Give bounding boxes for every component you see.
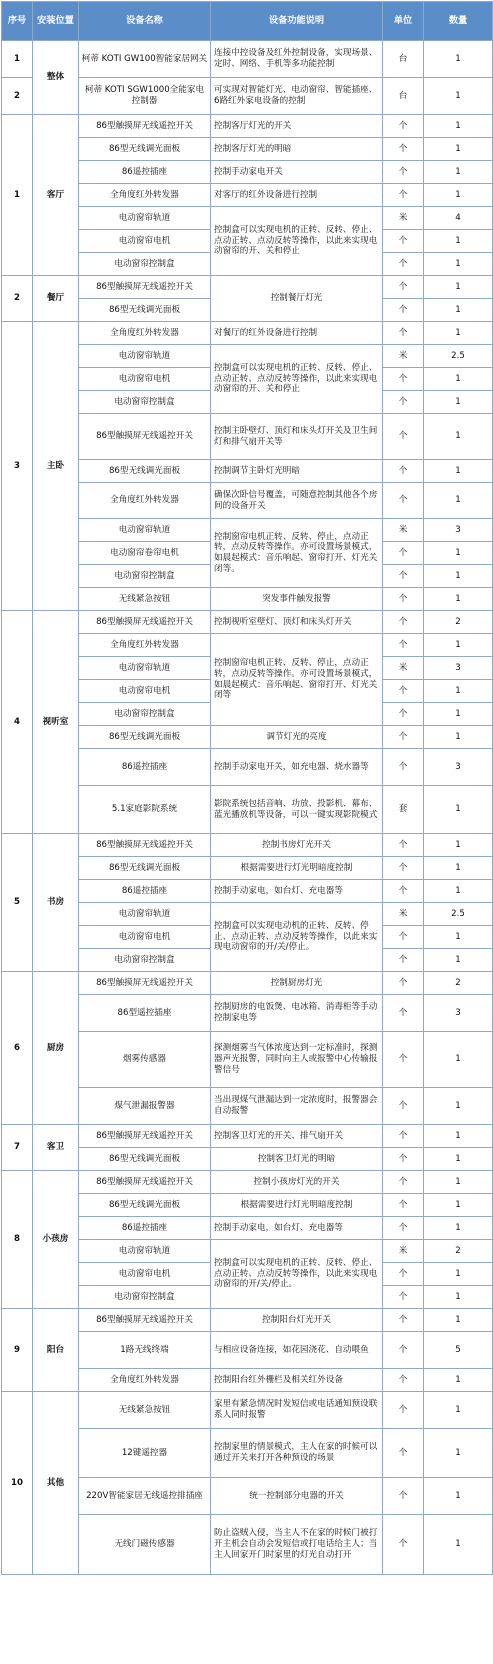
device-unit: 个 (383, 483, 424, 519)
row-location: 客卫 (33, 1125, 79, 1171)
device-qty: 1 (424, 1171, 493, 1194)
table-row (2, 276, 493, 299)
device-qty: 1 (424, 1217, 493, 1240)
row-location: 小孩房 (33, 1171, 79, 1309)
device-name: 86遥控插座 (79, 880, 211, 903)
device-function: 控制餐厅灯光 (211, 276, 383, 322)
device-qty: 1 (424, 368, 493, 391)
device-unit: 个 (383, 1148, 424, 1171)
row-location: 餐厅 (33, 276, 79, 322)
row-location: 阳台 (33, 1309, 79, 1392)
device-qty: 1 (424, 1309, 493, 1332)
device-unit: 个 (383, 1263, 424, 1286)
row-no: 5 (2, 834, 33, 972)
device-function: 控制手动家电开关，如充电器、烧水器等 (211, 749, 383, 786)
device-function: 控制阳台灯光开关 (211, 1309, 383, 1332)
device-qty: 1 (424, 542, 493, 565)
device-function: 控制手动家电，如台灯、充电器等 (211, 880, 383, 903)
device-name: 86型触摸屏无线遥控开关 (79, 972, 211, 995)
row-no: 1 (2, 115, 33, 276)
device-name: 电动窗帘控制盒 (79, 1286, 211, 1309)
device-qty: 1 (424, 1088, 493, 1125)
device-function: 控制厨房灯光 (211, 972, 383, 995)
device-name: 电动窗帘轨道 (79, 519, 211, 542)
device-qty: 3 (424, 657, 493, 680)
device-unit: 个 (383, 1032, 424, 1088)
device-unit: 个 (383, 230, 424, 253)
device-qty: 1 (424, 391, 493, 414)
row-location: 客厅 (33, 115, 79, 276)
row-no: 8 (2, 1171, 33, 1309)
table-row (2, 611, 493, 634)
device-name: 86型无线调光面板 (79, 1148, 211, 1171)
device-qty: 1 (424, 565, 493, 588)
device-function: 连接中控设备及红外控制设备，实现场景、定时、网络、手机等多功能控制 (211, 41, 383, 78)
device-function: 控制厨房的电饭煲、电冰箱、消毒柜等手动控制家电等 (211, 995, 383, 1032)
device-unit: 个 (383, 1125, 424, 1148)
device-unit: 个 (383, 1286, 424, 1309)
device-function: 控制窗帘电机正转、反转、停止，点动正转，点动反转等操作。亦可设置场景模式，如晨起模式：音乐响起、窗帘打开、灯光关闭等 (211, 634, 383, 726)
device-unit: 米 (383, 345, 424, 368)
device-unit: 米 (383, 207, 424, 230)
row-no: 6 (2, 972, 33, 1125)
device-name: 86型无线调光面板 (79, 299, 211, 322)
device-qty: 4 (424, 207, 493, 230)
device-qty: 1 (424, 834, 493, 857)
device-qty: 1 (424, 880, 493, 903)
device-name: 电动窗帘电机 (79, 926, 211, 949)
device-qty: 1 (424, 1515, 493, 1575)
device-qty: 1 (424, 926, 493, 949)
device-function: 控制书房灯光开关 (211, 834, 383, 857)
device-unit: 个 (383, 161, 424, 184)
device-name: 全角度红外转发器 (79, 634, 211, 657)
device-qty: 5 (424, 1332, 493, 1369)
device-unit: 套 (383, 786, 424, 834)
device-qty: 1 (424, 299, 493, 322)
device-name: 全角度红外转发器 (79, 322, 211, 345)
device-qty: 1 (424, 276, 493, 299)
device-name: 无线紧急按钮 (79, 588, 211, 611)
device-name: 电动窗帘电机 (79, 230, 211, 253)
device-unit: 个 (383, 949, 424, 972)
device-function: 控制手动家电，如台灯、充电器等 (211, 1217, 383, 1240)
header-no: 序号 (2, 2, 33, 41)
device-name: 电动窗帘电机 (79, 368, 211, 391)
device-function: 可实现对智能灯光、电动窗帘、智能插座、6路红外家电设备的控制 (211, 78, 383, 115)
device-name: 全角度红外转发器 (79, 483, 211, 519)
device-unit: 个 (383, 1088, 424, 1125)
device-qty: 1 (424, 786, 493, 834)
device-unit: 个 (383, 926, 424, 949)
device-qty: 1 (424, 322, 493, 345)
device-name: 电动窗帘轨道 (79, 657, 211, 680)
device-function: 对客厅的红外设备进行控制 (211, 184, 383, 207)
device-function: 当出现煤气泄漏达到一定浓度时，报警器会自动报警 (211, 1088, 383, 1125)
device-function: 控制客厅灯光的开关 (211, 115, 383, 138)
device-function: 控制阳台红外栅栏及相关红外设备 (211, 1369, 383, 1392)
device-name: 86型无线调光面板 (79, 857, 211, 880)
device-qty: 1 (424, 1032, 493, 1088)
row-no: 7 (2, 1125, 33, 1171)
device-unit: 米 (383, 1240, 424, 1263)
row-no: 9 (2, 1309, 33, 1392)
device-unit: 个 (383, 749, 424, 786)
device-function: 确保次卧信号覆盖，可随意控制其他各个房间的设备开关 (211, 483, 383, 519)
device-qty: 2 (424, 611, 493, 634)
device-qty: 1 (424, 253, 493, 276)
device-name: 全角度红外转发器 (79, 184, 211, 207)
device-qty: 1 (424, 703, 493, 726)
row-no: 2 (2, 276, 33, 322)
device-qty: 1 (424, 184, 493, 207)
device-function: 控制客厅灯光的明暗 (211, 138, 383, 161)
device-qty: 1 (424, 1369, 493, 1392)
device-qty: 2 (424, 1240, 493, 1263)
device-name: 电动窗帘电机 (79, 1263, 211, 1286)
device-function: 控制小孩房灯光的开关 (211, 1171, 383, 1194)
device-name: 无线紧急按钮 (79, 1392, 211, 1429)
device-unit: 个 (383, 368, 424, 391)
table-row (2, 41, 493, 78)
device-name: 电动窗帘控制盒 (79, 949, 211, 972)
device-unit: 个 (383, 680, 424, 703)
device-name: 86遥控插座 (79, 749, 211, 786)
device-function: 防止盗贼入侵，当主人不在家的时候门被打开主机会自动会发短信或打电话给主人；当主人回家开门时家里的灯光自动打开 (211, 1515, 383, 1575)
device-name: 86型无线调光面板 (79, 460, 211, 483)
device-unit: 个 (383, 460, 424, 483)
device-name: 86型触摸屏无线遥控开关 (79, 414, 211, 460)
device-qty: 1 (424, 949, 493, 972)
device-name: 86型触摸屏无线遥控开关 (79, 1309, 211, 1332)
device-unit: 个 (383, 1392, 424, 1429)
device-name: 全角度红外转发器 (79, 1369, 211, 1392)
device-unit: 台 (383, 41, 424, 78)
device-qty: 1 (424, 414, 493, 460)
device-function: 与相应设备连接，如花园浇花、自动喂鱼 (211, 1332, 383, 1369)
device-unit: 个 (383, 565, 424, 588)
device-function: 控制视听室壁灯、顶灯和床头灯开关 (211, 611, 383, 634)
header-qty: 数量 (424, 2, 493, 41)
device-qty: 2 (424, 972, 493, 995)
device-qty: 1 (424, 483, 493, 519)
device-name: 烟雾传感器 (79, 1032, 211, 1088)
device-qty: 1 (424, 161, 493, 184)
device-qty: 1 (424, 1148, 493, 1171)
table-row (2, 834, 493, 857)
device-unit: 个 (383, 1332, 424, 1369)
device-function: 控制手动家电开关 (211, 161, 383, 184)
device-qty: 3 (424, 749, 493, 786)
equipment-table (1, 1, 493, 1575)
device-function: 家里有紧急情况时发短信或电话通知预设联系人同时报警 (211, 1392, 383, 1429)
device-name: 柯蒂 KOTI GW100智能家居网关 (79, 41, 211, 78)
device-qty: 2.5 (424, 903, 493, 926)
row-no: 2 (2, 78, 33, 115)
table-row (2, 115, 493, 138)
device-function: 控制盒可以实现电动机的正转、反转、停止、点动正转、点动反转等操作，以此来实现电动窗帘的开/关/停止。 (211, 903, 383, 972)
device-name: 86型触摸屏无线遥控开关 (79, 276, 211, 299)
table-row (2, 1171, 493, 1194)
device-name: 86型触摸屏无线遥控开关 (79, 611, 211, 634)
device-unit: 个 (383, 972, 424, 995)
device-name: 电动窗帘轨道 (79, 345, 211, 368)
device-unit: 个 (383, 276, 424, 299)
device-name: 86型遥控插座 (79, 995, 211, 1032)
device-unit: 个 (383, 1369, 424, 1392)
device-qty: 1 (424, 634, 493, 657)
device-unit: 个 (383, 1217, 424, 1240)
device-unit: 个 (383, 1309, 424, 1332)
device-unit: 个 (383, 995, 424, 1032)
device-unit: 个 (383, 299, 424, 322)
device-unit: 米 (383, 519, 424, 542)
device-qty: 3 (424, 995, 493, 1032)
device-unit: 个 (383, 138, 424, 161)
device-unit: 个 (383, 322, 424, 345)
device-unit: 个 (383, 115, 424, 138)
row-no: 1 (2, 41, 33, 78)
device-qty: 1 (424, 41, 493, 78)
row-location: 主卧 (33, 322, 79, 611)
table-row (2, 1392, 493, 1429)
device-function: 控制客卫灯光的明暗 (211, 1148, 383, 1171)
device-qty: 1 (424, 115, 493, 138)
device-qty: 1 (424, 1286, 493, 1309)
device-qty: 1 (424, 680, 493, 703)
device-qty: 1 (424, 1392, 493, 1429)
device-unit: 个 (383, 703, 424, 726)
device-name: 电动窗帘控制盒 (79, 565, 211, 588)
device-function: 控制盒可以实现电机的正转、反转、停止、点动正转、点动反转等操作，以此来实现电动窗帘的开/关/停止。 (211, 1240, 383, 1309)
device-qty: 1 (424, 726, 493, 749)
device-unit: 米 (383, 903, 424, 926)
device-qty: 1 (424, 1478, 493, 1515)
row-location: 整体 (33, 41, 79, 115)
device-name: 柯蒂 KOTI SGW1000全能家电控制器 (79, 78, 211, 115)
device-name: 86型无线调光面板 (79, 726, 211, 749)
device-name: 86型触摸屏无线遥控开关 (79, 1125, 211, 1148)
device-function: 调节灯光的亮度 (211, 726, 383, 749)
header-row (2, 2, 493, 41)
device-function: 突发事件触发报警 (211, 588, 383, 611)
device-function: 控制客卫灯光的开关、排气扇开关 (211, 1125, 383, 1148)
device-function: 对餐厅的红外设备进行控制 (211, 322, 383, 345)
device-unit: 米 (383, 657, 424, 680)
device-name: 86遥控插座 (79, 1217, 211, 1240)
device-name: 5.1家庭影院系统 (79, 786, 211, 834)
table-row (2, 1309, 493, 1332)
device-unit: 个 (383, 611, 424, 634)
row-location: 书房 (33, 834, 79, 972)
device-unit: 台 (383, 78, 424, 115)
device-qty: 1 (424, 1194, 493, 1217)
device-qty: 1 (424, 78, 493, 115)
device-function: 控制盒可以实现电机的正转、反转、停止、点动正转、点动反转等操作，以此来实现电动窗帘的开、关和停止 (211, 207, 383, 276)
device-name: 1路无线终端 (79, 1332, 211, 1369)
device-function: 根据需要进行灯光明暗度控制 (211, 1194, 383, 1217)
device-unit: 个 (383, 542, 424, 565)
device-unit: 个 (383, 1478, 424, 1515)
row-location: 视听室 (33, 611, 79, 834)
device-function: 控制家里的情景模式，主人在家的时候可以通过开关来打开各种预设的场景 (211, 1429, 383, 1478)
device-qty: 1 (424, 230, 493, 253)
device-name: 电动窗帘轨道 (79, 1240, 211, 1263)
row-no: 3 (2, 322, 33, 611)
row-no: 4 (2, 611, 33, 834)
device-qty: 1 (424, 138, 493, 161)
device-name: 86型触摸屏无线遥控开关 (79, 834, 211, 857)
device-function: 探测烟雾当气体浓度达到一定标准时，探测器声光报警，同时向主人或报警中心传输报警信号 (211, 1032, 383, 1088)
device-qty: 1 (424, 857, 493, 880)
table-row (2, 972, 493, 995)
row-location: 厨房 (33, 972, 79, 1125)
device-name: 电动窗帘电机 (79, 680, 211, 703)
header-unit: 单位 (383, 2, 424, 41)
device-unit: 个 (383, 588, 424, 611)
device-name: 12键遥控器 (79, 1429, 211, 1478)
device-function: 控制窗帘电机正转、反转、停止，点动正转，点动反转等操作。亦可设置场景模式，如晨起模式：音乐响起、窗帘打开、灯光关闭等。 (211, 519, 383, 588)
device-unit: 个 (383, 414, 424, 460)
device-name: 电动窗帘卷帘电机 (79, 542, 211, 565)
device-name: 86型无线调光面板 (79, 138, 211, 161)
device-name: 电动窗帘轨道 (79, 207, 211, 230)
table-row (2, 322, 493, 345)
device-qty: 1 (424, 1429, 493, 1478)
device-name: 86型触摸屏无线遥控开关 (79, 115, 211, 138)
row-location: 其他 (33, 1392, 79, 1575)
device-qty: 2.5 (424, 345, 493, 368)
row-no: 10 (2, 1392, 33, 1575)
device-unit: 个 (383, 857, 424, 880)
device-name: 220V智能家居无线遥控排插座 (79, 1478, 211, 1515)
device-unit: 个 (383, 253, 424, 276)
device-name: 电动窗帘轨道 (79, 903, 211, 926)
device-unit: 个 (383, 184, 424, 207)
device-unit: 个 (383, 391, 424, 414)
device-unit: 个 (383, 1194, 424, 1217)
device-function: 控制调节主卧灯光明暗 (211, 460, 383, 483)
device-unit: 个 (383, 1429, 424, 1478)
device-function: 统一控制部分电器的开关 (211, 1478, 383, 1515)
device-function: 根据需要进行灯光明暗度控制 (211, 857, 383, 880)
device-unit: 个 (383, 1171, 424, 1194)
device-unit: 个 (383, 634, 424, 657)
header-function: 设备功能说明 (211, 2, 383, 41)
device-unit: 个 (383, 1515, 424, 1575)
device-name: 电动窗帘控制盒 (79, 253, 211, 276)
device-unit: 个 (383, 726, 424, 749)
device-unit: 个 (383, 834, 424, 857)
table-row (2, 1125, 493, 1148)
device-function: 控制主卧壁灯、顶灯和床头灯开关及卫生间灯和排气扇开关等 (211, 414, 383, 460)
device-qty: 1 (424, 460, 493, 483)
header-device-name: 设备名称 (79, 2, 211, 41)
device-name: 86遥控插座 (79, 161, 211, 184)
header-location: 安装位置 (33, 2, 79, 41)
device-name: 86型触摸屏无线遥控开关 (79, 1171, 211, 1194)
device-qty: 3 (424, 519, 493, 542)
device-name: 煤气泄漏报警器 (79, 1088, 211, 1125)
device-function: 影院系统包括音响、功放、投影机、幕布、蓝光播放机等设备，可以一键实现影院模式 (211, 786, 383, 834)
device-name: 86型无线调光面板 (79, 1194, 211, 1217)
device-name: 无线门磁传感器 (79, 1515, 211, 1575)
device-name: 电动窗帘控制盒 (79, 391, 211, 414)
device-function: 控制盒可以实现电机的正转、反转、停止、点动正转、点动反转等操作，以此来实现电动窗帘的开、关和停止 (211, 345, 383, 414)
device-unit: 个 (383, 880, 424, 903)
device-name: 电动窗帘控制盒 (79, 703, 211, 726)
device-qty: 1 (424, 588, 493, 611)
device-qty: 1 (424, 1125, 493, 1148)
device-qty: 1 (424, 1263, 493, 1286)
